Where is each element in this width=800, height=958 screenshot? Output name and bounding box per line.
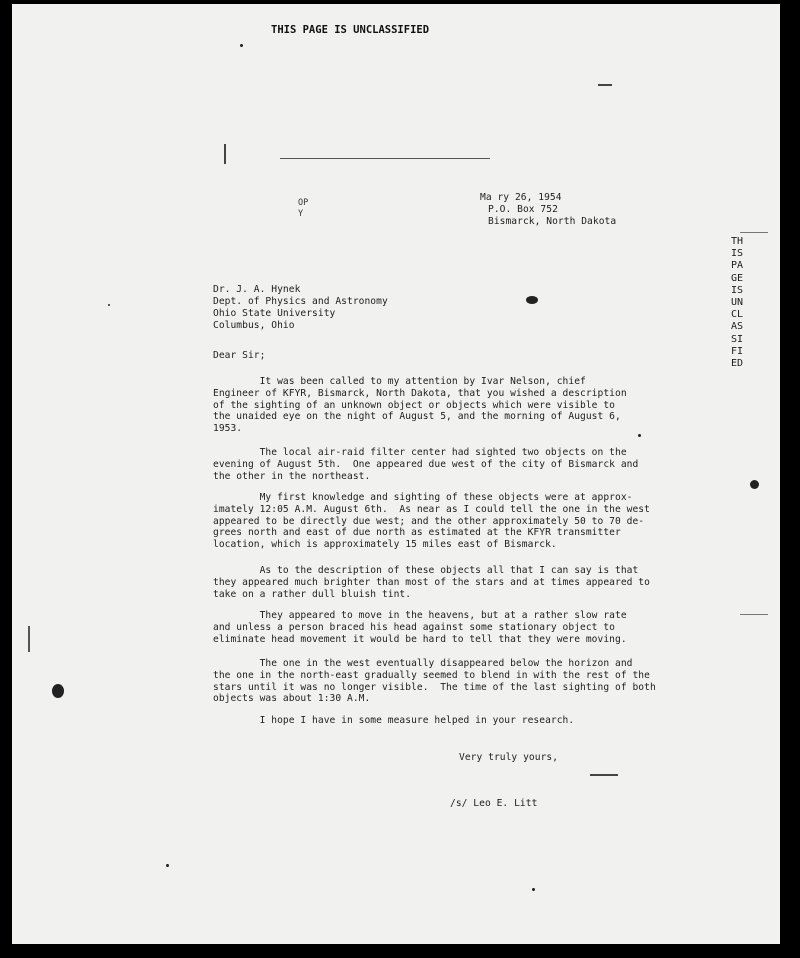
copy-stamp: OPY	[298, 198, 309, 219]
paragraph-7: I hope I have in some measure helped in your research.	[213, 715, 575, 726]
paragraph-2: The local air-raid filter center had sighted two objects on the evening of August 5th. One appeared due west of the city of Bismarck and the other in the northeast.	[213, 447, 639, 482]
closing: Very truly yours,	[459, 752, 559, 763]
classification-header: THIS PAGE IS UNCLASSIFIED	[271, 24, 430, 36]
scan-artifact	[526, 296, 538, 304]
sender-box: P.O. Box 752	[488, 204, 558, 215]
scan-artifact	[590, 774, 618, 776]
scan-artifact	[598, 84, 612, 86]
scan-artifact	[280, 158, 490, 159]
scan-artifact	[532, 888, 535, 891]
scan-artifact	[52, 684, 64, 698]
paragraph-4: As to the description of these objects all that I can say is that they appeared much brighter than most of the stars and at times appeared to take on a rather dull bluish tint.	[213, 565, 650, 600]
scan-artifact	[750, 480, 759, 489]
recipient-dept: Dept. of Physics and Astronomy	[213, 296, 388, 307]
scan-artifact	[108, 304, 110, 306]
scan-artifact	[240, 44, 243, 47]
vertical-classification-stamp: THIS PAGE IS UNCLASSIFIED	[730, 236, 744, 370]
signature: /s/ Leo E. Litt	[450, 798, 538, 809]
salutation: Dear Sir;	[213, 350, 266, 361]
sender-date: Ma ry 26, 1954	[480, 192, 562, 203]
paragraph-1: It was been called to my attention by Ivar Nelson, chief Engineer of KFYR, Bismarck, North Dakota, that you wished a description of the sighting of an unknown object or objects which were visible to the unaided eye on the night of August 5, and the morning of August 6, 1953.	[213, 376, 627, 435]
paragraph-5: They appeared to move in the heavens, but at a rather slow rate and unless a person braced his head against some stationary object to eliminate head movement it would be hard to tell that they were moving.	[213, 610, 627, 645]
paragraph-3: My first knowledge and sighting of these objects were at approx- imately 12:05 A.M. August 6th. As near as I could tell the one in the west appeared to be directly due west; and the other approximately 50 to 70 de- grees north and east of due north as estimated at the KFYR transmitter location, which is approximately 15 miles east of Bismarck.	[213, 492, 650, 551]
recipient-name: Dr. J. A. Hynek	[213, 284, 301, 295]
paragraph-6: The one in the west eventually disappeared below the horizon and the one in the north-east gradually seemed to blend in with the rest of the stars until it was no longer visible. The time of the last sighting of both objects was about 1:30 A.M.	[213, 658, 656, 705]
scan-artifact	[224, 144, 226, 164]
sender-city: Bismarck, North Dakota	[488, 216, 617, 227]
scan-artifact	[740, 232, 768, 233]
recipient-city: Columbus, Ohio	[213, 320, 295, 331]
document-page	[12, 4, 780, 944]
scan-artifact	[28, 626, 30, 652]
scan-artifact	[166, 864, 169, 867]
scan-artifact	[638, 434, 641, 437]
recipient-school: Ohio State University	[213, 308, 336, 319]
scan-artifact	[740, 614, 768, 615]
